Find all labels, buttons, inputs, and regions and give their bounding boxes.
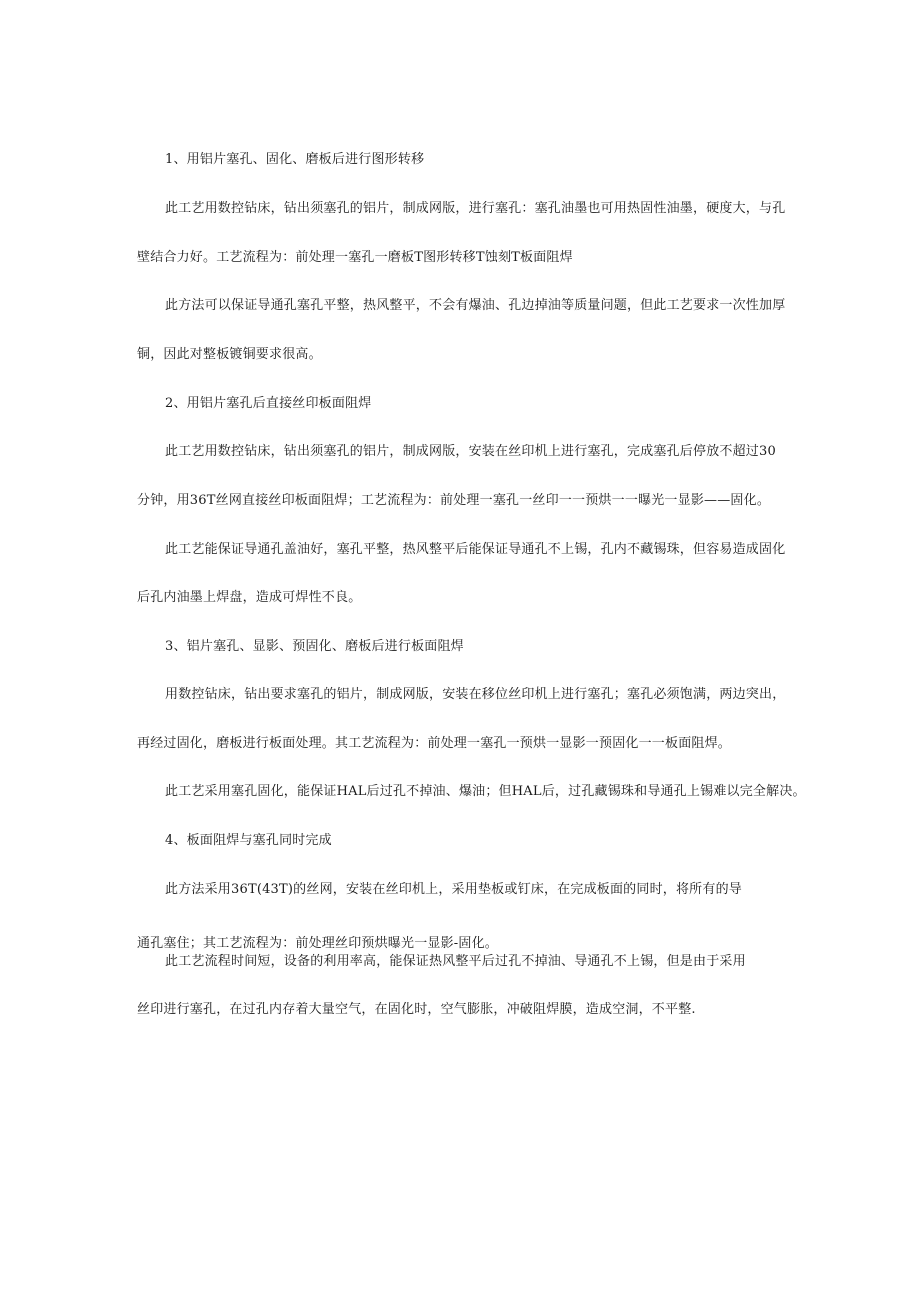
section-2-para-1-line-2: 分钟，用36T丝网直接丝印板面阻焊；工艺流程为：前处理一塞孔一丝印一一预烘一一曝光一显影——固化。 (137, 493, 771, 508)
section-2-para-1-line-1: 此工艺用数控钻床，钻出须塞孔的铝片，制成网版，安装在丝印机上进行塞孔，完成塞孔后停放不超过30 (165, 444, 776, 459)
section-1-heading: 1、用铝片塞孔、固化、磨板后进行图形转移 (165, 152, 425, 167)
section-2-heading: 2、用铝片塞孔后直接丝印板面阻焊 (165, 396, 372, 411)
section-3-para-1-line-1: 用数控钻床，钻出要求塞孔的铝片，制成网版，安装在移位丝印机上进行塞孔；塞孔必须饱满，两边突出， (165, 687, 786, 702)
section-4-heading: 4、板面阻焊与塞孔同时完成 (165, 833, 332, 848)
section-4-para-2-line-2: 丝印进行塞孔，在过孔内存着大量空气，在固化时，空气膨胀，冲破阻焊膜，造成空洞，不平整. (137, 1002, 696, 1017)
section-2-para-2-line-2: 后孔内油墨上焊盘，造成可焊性不良。 (137, 590, 362, 605)
section-2-para-2-line-1: 此工艺能保证导通孔盖油好，塞孔平整，热风整平后能保证导通孔不上锡，孔内不藏锡珠，但容易造成固化 (165, 542, 786, 557)
section-3-para-1-line-2: 再经过固化，磨板进行板面处理。其工艺流程为：前处理一塞孔一预烘一显影一预固化一一板面阻焊。 (137, 736, 732, 751)
section-4-para-1-line-1: 此方法采用36T(43T)的丝网，安装在丝印机上，采用垫板或钉床，在完成板面的同时，将所有的导 (165, 882, 742, 897)
section-1-para-1-line-2: 壁结合力好。工艺流程为：前处理一塞孔一磨板T图形转移T蚀刻T板面阻焊 (137, 250, 573, 265)
section-1-para-2-line-1: 此方法可以保证导通孔塞孔平整，热风整平，不会有爆油、孔边掉油等质量问题，但此工艺要求一次性加厚 (165, 298, 786, 313)
section-4-para-1-line-2: 通孔塞住；其工艺流程为：前处理丝印预烘曝光一显影-固化。 (137, 936, 498, 951)
section-1-para-1-line-1: 此工艺用数控钻床，钻出须塞孔的铝片，制成网版，进行塞孔：塞孔油墨也可用热固性油墨，硬度大，与孔 (165, 201, 786, 216)
section-3-para-2-line-1: 此工艺采用塞孔固化，能保证HAL后过孔不掉油、爆油；但HAL后，过孔藏锡珠和导通孔上锡难以完全解决。 (165, 784, 806, 799)
section-3-heading: 3、铝片塞孔、显影、预固化、磨板后进行板面阻焊 (165, 639, 464, 654)
section-4-para-2-line-1: 此工艺流程时间短，设备的利用率高，能保证热风整平后过孔不掉油、导通孔不上锡，但是由于采用 (165, 954, 746, 969)
section-1-para-2-line-2: 铜，因此对整板镀铜要求很高。 (137, 347, 322, 362)
